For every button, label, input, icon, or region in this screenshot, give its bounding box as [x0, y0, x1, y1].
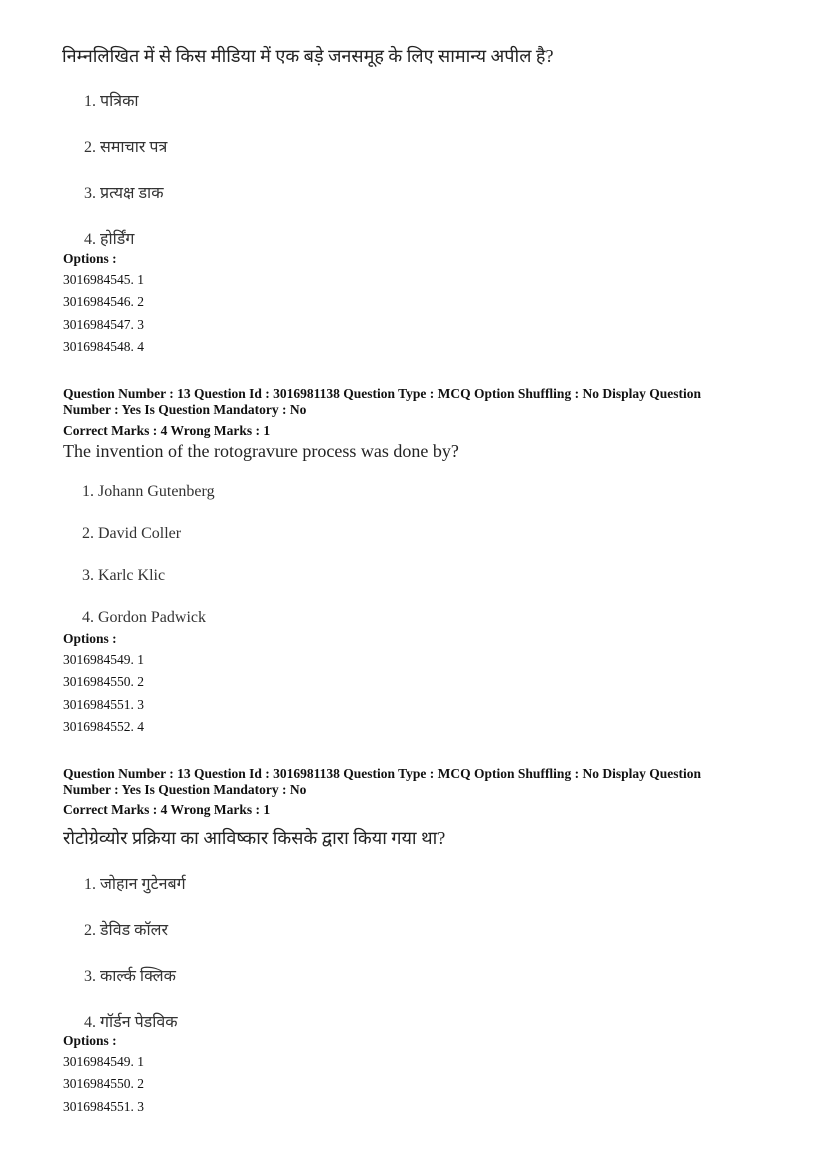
option-id-row: 3016984549. 1 — [63, 652, 144, 667]
options-label: Options : — [63, 1033, 117, 1048]
option-id-row: 3016984549. 1 — [63, 1054, 144, 1069]
option-id-row: 3016984550. 2 — [63, 674, 144, 689]
question-meta-line: Question Number : 13 Question Id : 3016981138 Question Type : MCQ Option Shuffling : No Display Question — [63, 766, 701, 781]
answer-choice: 2. डेविड कॉलर — [84, 922, 168, 939]
question-meta — [63, 386, 763, 418]
option-id-row: 3016984545. 1 — [63, 272, 144, 287]
answer-choice: 2. समाचार पत्र — [84, 139, 168, 156]
answer-choice: 2. David Coller — [82, 525, 182, 542]
option-id-row: 3016984546. 2 — [63, 294, 144, 309]
option-id-row: 3016984550. 2 — [63, 1076, 144, 1091]
option-id-row: 3016984551. 3 — [63, 697, 144, 712]
question-meta-line: Question Number : 13 Question Id : 3016981138 Question Type : MCQ Option Shuffling : No Display Question — [63, 386, 701, 401]
answer-choice: 3. प्रत्यक्ष डाक — [84, 185, 164, 202]
question-meta-line: Number : Yes Is Question Mandatory : No — [63, 402, 307, 417]
answer-choice: 3. Karlc Klic — [82, 567, 166, 584]
option-id-row: 3016984548. 4 — [63, 339, 144, 354]
question-text: रोटोग्रेव्योर प्रक्रिया का आविष्कार किसके द्वारा किया गया था? — [63, 828, 446, 848]
answer-choice: 4. Gordon Padwick — [82, 609, 206, 626]
option-id-row: 3016984552. 4 — [63, 719, 144, 734]
question-text: निम्नलिखित में से किस मीडिया में एक बड़े जनसमूह के लिए सामान्य अपील है? — [62, 46, 554, 66]
answer-choice: 1. पत्रिका — [84, 93, 139, 110]
option-id-row: 3016984551. 3 — [63, 1099, 144, 1114]
question-text: The invention of the rotogravure process was done by? — [63, 441, 459, 461]
answer-choice: 3. कार्ल्क क्लिक — [84, 968, 176, 985]
options-label: Options : — [63, 251, 117, 266]
question-meta — [63, 766, 763, 798]
option-id-row: 3016984547. 3 — [63, 317, 144, 332]
answer-choice: 1. जोहान गुटेनबर्ग — [84, 876, 186, 893]
answer-choice: 1. Johann Gutenberg — [82, 483, 215, 500]
question-marks: Correct Marks : 4 Wrong Marks : 1 — [63, 802, 271, 817]
question-meta-line: Number : Yes Is Question Mandatory : No — [63, 782, 307, 797]
question-marks: Correct Marks : 4 Wrong Marks : 1 — [63, 423, 271, 438]
answer-choice: 4. होर्डिंग — [84, 231, 135, 248]
answer-choice: 4. गॉर्डन पेडविक — [84, 1014, 178, 1031]
options-label: Options : — [63, 631, 117, 646]
